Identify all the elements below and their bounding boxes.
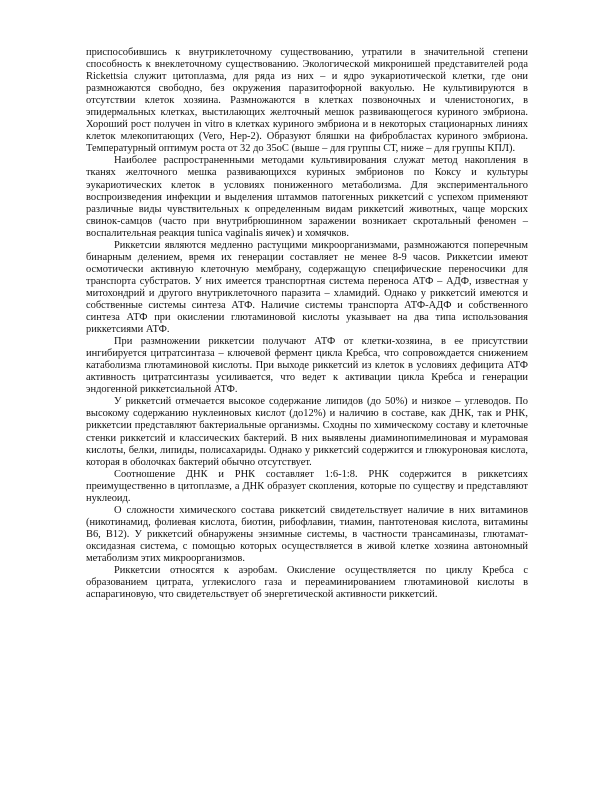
paragraph-5: У риккетсий отмечается высокое содержание липидов (до 50%) и низкое – углеводов. По высокому содержанию нуклеиновых кислот (до12%) и наличию в составе, как ДНК, так и РНК, риккетсии представляют бактериальные организмы. Сходны по химическому составу и клеточные стенки риккетсий и классических бактерий. В них выявлены диаминопимелиновая и мурамовая кислоты, белки, липиды, полисахариды. Однако у риккетсий содержится и глюкуроновая кислота, которая в оболочках бактерий обычно отсутствует.	[86, 396, 528, 468]
paragraph-4: При размножении риккетсии получают АТФ от клетки-хозяина, в ее присутствии ингибируется цитратсинтаза – ключевой фермент цикла Кребса, что сопровождается снижением катаболизма глютаминовой кислоты. При выходе риккетсий из клеток в условиях дефицита АТФ активность цитратсинтазы усиливается, что ведет к активации цикла Кребса и генерации эндогенной риккетсиальной АТФ.	[86, 336, 528, 396]
paragraph-1: приспособившись к внутриклеточному существованию, утратили в значительной степени способность к внеклеточному существованию. Экологической микронишей представителей рода Rickettsia служит цитоплазма, для ряда из них – и ядро эукариотической клетки, где они размножаются свободно, без окружения паразитофорной вакуолью. Не культивируются в отсутствии клеток хозяина. Размножаются в клетках позвоночных и членистоногих, в эпидермальных клетках, выстилающих желточный мешок развивающегося куриного эмбриона. Хороший рост получен in vitro в клетках куриного эмбриона и в некоторых стационарных линиях клеток млекопитающих (Vero, Hep-2). Образуют бляшки на фибробластах куриного эмбриона. Температурный оптимум роста от 32 до 35оС (выше – для группы СТ, ниже – для группы КПЛ).	[86, 47, 528, 155]
paragraph-6: Соотношение ДНК и РНК составляет 1:6-1:8. РНК содержится в риккетсиях преимущественно в цитоплазме, а ДНК образует скопления, которые по существу и представляют нуклеоид.	[86, 468, 528, 504]
paragraph-3: Риккетсии являются медленно растущими микроорганизмами, размножаются поперечным бинарным делением, время их генерации составляет не менее 8-9 часов. Риккетсии имеют осмотически активную клеточную мембрану, содержащую специфические переносчики для транспорта субстратов. У них имеется транспортная система переноса АТФ – АДФ, известная у митохондрий и другого внутриклеточного паразита – хламидий. Однако у риккетсий имеются и собственные системы синтеза АТФ. Наличие системы транспорта АТФ-АДФ и собственного синтеза АТФ при окислении глютаминовой кислоты указывает на два типа использования риккетсиями АТФ.	[86, 239, 528, 336]
paragraph-2: Наиболее распространенными методами культивирования служат метод накопления в тканях желточного мешка развивающихся куриных эмбрионов по Коксу и культуры эукариотических клеток в условиях пониженного метаболизма. Для экспериментального воспроизведения инфекции и выделения штаммов патогенных риккетсий с успехом применяют различные виды чувствительных к определенным видам риккетсий животных, чаще морских свинок-самцов (часто при внутрибрюшинном заражении возникает скротальный феномен – воспалительная реакция tunica vaginalis яичек) и хомячков.	[86, 155, 528, 239]
paragraph-7: О сложности химического состава риккетсий свидетельствует наличие в них витаминов (никотинамид, фолиевая кислота, биотин, рибофлавин, тиамин, пантотеновая кислота, витамины В6, В12). У риккетсий обнаружены энзимные системы, в частности трансаминазы, глютамат-оксидазная система, с помощью которых осуществляется в живой клетке хозяина автономный метаболизм этих микроорганизмов.	[86, 504, 528, 564]
paragraph-8: Риккетсии относятся к аэробам. Окисление осуществляется по циклу Кребса с образованием цитрата, углекислого газа и переаминированием глютаминовой кислоты в аспарагиновую, что свидетельствует об энергетической активности риккетсий.	[86, 565, 528, 601]
document-page	[86, 47, 528, 601]
